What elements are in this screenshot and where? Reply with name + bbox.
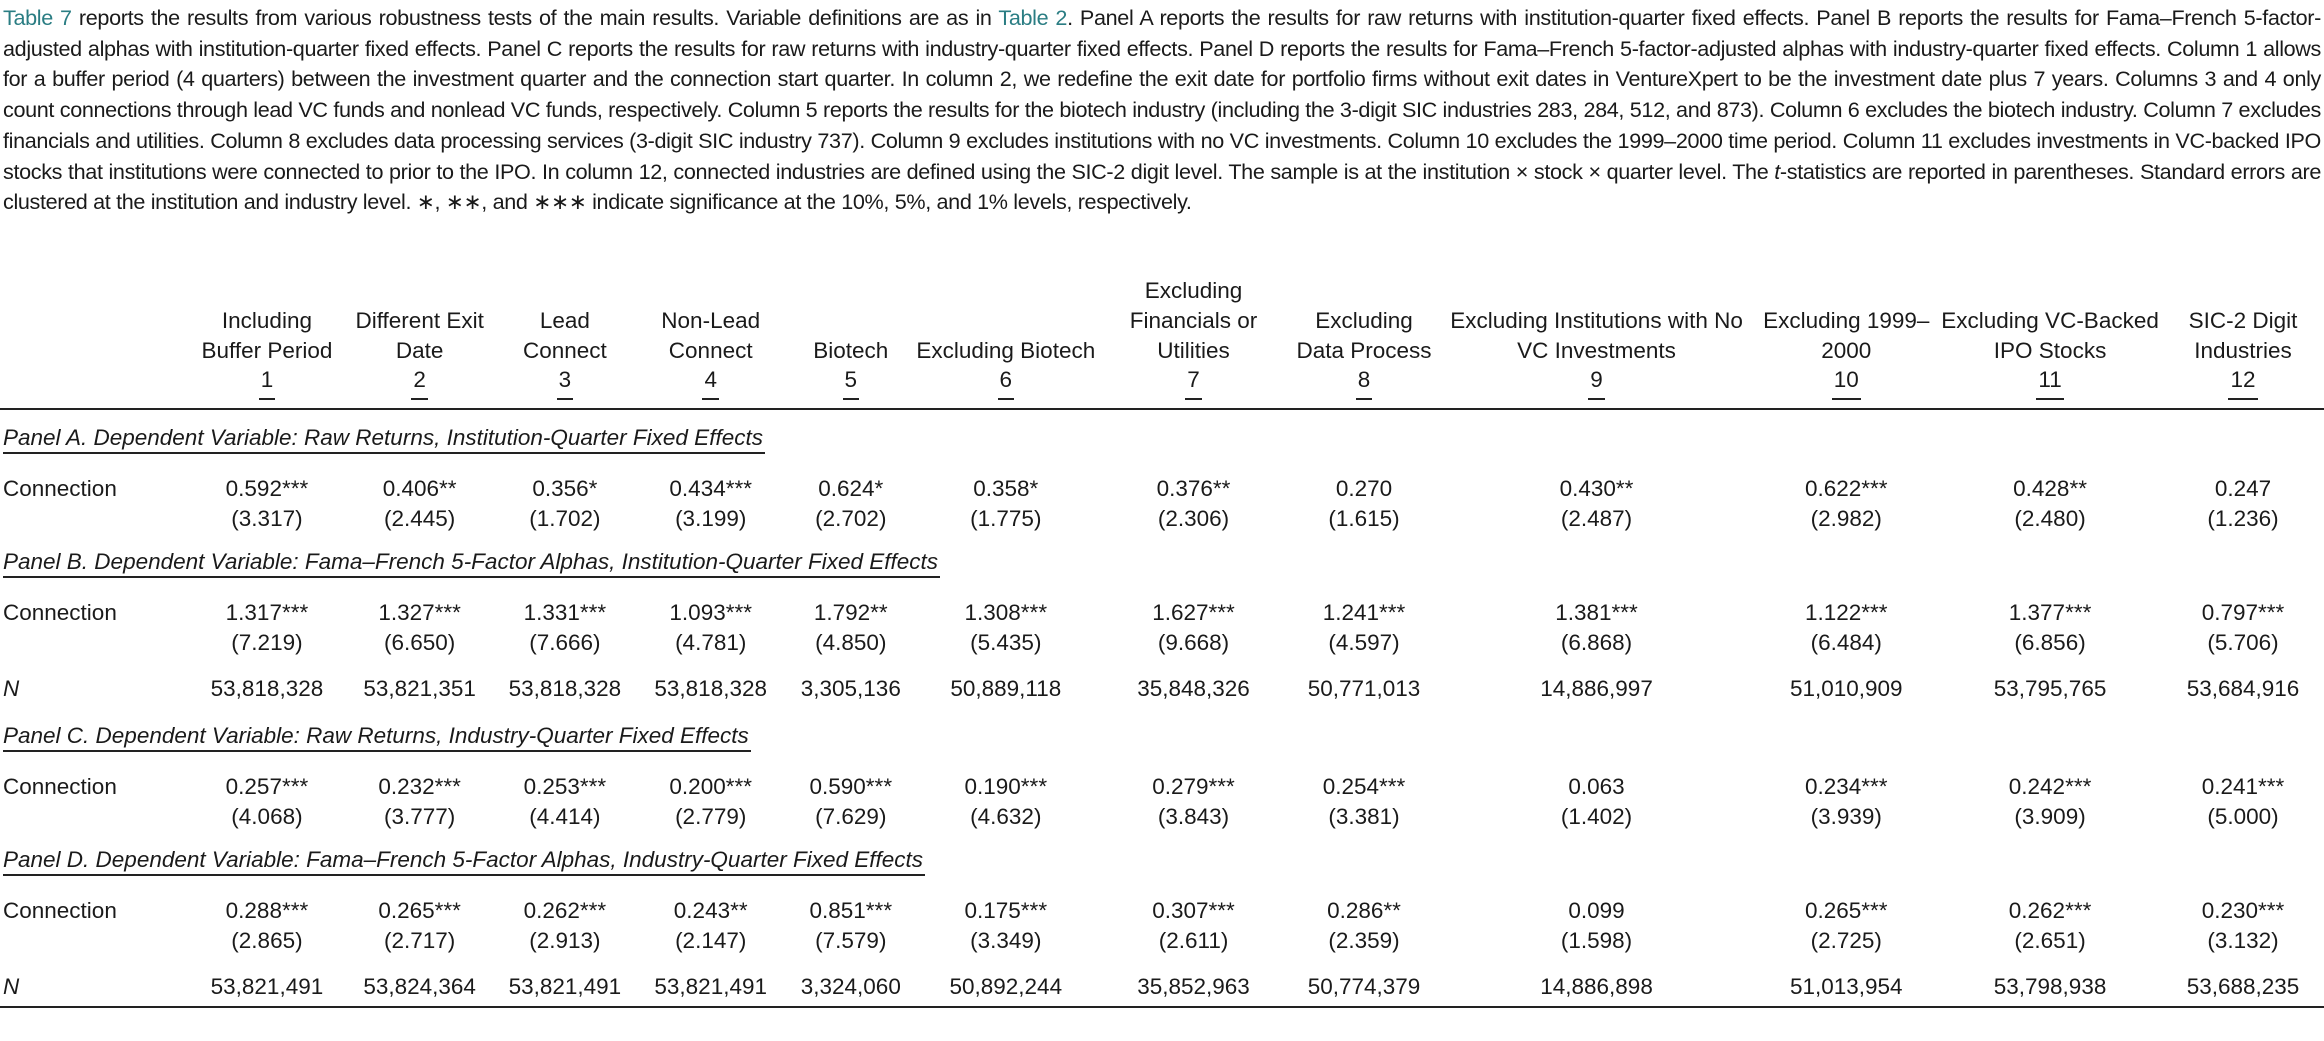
tstat-row [0, 504, 2324, 534]
coefficient-cell: 1.093*** [669, 600, 752, 625]
observations-cell: 50,892,244 [914, 956, 1098, 1007]
coefficient-cell: 0.253*** [523, 774, 607, 799]
panel-title-cell [0, 410, 2324, 464]
column-header-wrap [634, 306, 788, 400]
coefficient-cell: 0.242*** [2008, 774, 2092, 799]
column-header-wrap [496, 306, 634, 400]
coefficient-cell: 0.622*** [1804, 476, 1888, 501]
column-header-2 [343, 276, 496, 400]
column-number: 9 [1588, 366, 1605, 400]
column-header-7 [1098, 276, 1290, 400]
coefficient-cell: 1.377*** [2008, 600, 2092, 625]
column-header-wrap [1289, 306, 1438, 400]
tstat-cell: (3.939) [1810, 804, 1882, 829]
coefficient-row [0, 464, 2324, 504]
tstat-cell: (2.147) [675, 928, 747, 953]
column-label: Excluding Data Process [1296, 308, 1432, 363]
tstat-cell: (3.909) [2014, 804, 2086, 829]
coefficient-cell: 0.257*** [225, 774, 309, 799]
panel-title-row [0, 708, 2324, 762]
tstat-row [0, 926, 2324, 956]
coefficient-cell: 0.254*** [1322, 774, 1406, 799]
tstat-cell: (3.843) [1157, 804, 1230, 829]
panel-title-row [0, 410, 2324, 464]
tstat-label-empty [0, 802, 191, 832]
tstat-cell: (6.484) [1810, 630, 1882, 655]
observations-cell: 53,818,328 [210, 676, 324, 701]
row-label: Connection [3, 476, 117, 501]
row-label: Connection [3, 774, 117, 799]
coefficient-row [0, 762, 2324, 802]
tstat-cell: (1.615) [1328, 506, 1400, 531]
coefficient-cell: 1.792** [813, 600, 888, 625]
column-header-8 [1289, 276, 1438, 400]
panel-title: Panel B. Dependent Variable: Fama–French 5-Factor Alphas, Institution-Quarter Fixed Effects [3, 548, 940, 578]
coefficient-cell: 0.230*** [2201, 898, 2285, 923]
coefficient-cell: 0.241*** [2201, 774, 2285, 799]
panel-title-row [0, 534, 2324, 588]
observations-cell: 14,886,898 [1439, 956, 1755, 1007]
column-header-6 [914, 276, 1098, 400]
panel-title-cell [0, 832, 2324, 886]
coefficient-cell: 0.262*** [523, 898, 607, 923]
tstat-cell: (5.000) [2207, 804, 2279, 829]
tstat-cell: (2.487) [1560, 506, 1633, 531]
coefficient-cell: 0.234*** [1804, 774, 1888, 799]
column-label: Different Exit Date [355, 308, 484, 363]
row-label: Connection [3, 898, 117, 923]
tstat-cell: (1.598) [1560, 928, 1633, 953]
observations-cell: 53,821,491 [634, 956, 788, 1007]
coefficient-cell: 0.592*** [225, 476, 309, 501]
column-label: Excluding Financials or Utilities [1129, 278, 1258, 363]
coefficient-cell: 0.265*** [1804, 898, 1888, 923]
observations-cell: 53,821,351 [363, 676, 476, 701]
tstat-cell: (4.632) [970, 804, 1042, 829]
observations-cell: 50,889,118 [950, 676, 1062, 701]
observations-cell: 53,818,328 [654, 676, 768, 701]
observations-cell: 35,848,326 [1137, 676, 1250, 701]
observations-cell: 50,771,013 [1307, 676, 1421, 701]
coefficient-cell: 0.190*** [964, 774, 1048, 799]
table-ref-link[interactable]: Table 7 [3, 5, 72, 30]
coefficient-cell: 0.376** [1156, 476, 1231, 501]
tstat-cell: (3.349) [970, 928, 1042, 953]
column-header-12 [2162, 276, 2324, 400]
panel-title-row [0, 832, 2324, 886]
tstat-cell: (6.856) [2014, 630, 2086, 655]
observations-row [0, 956, 2324, 1007]
coefficient-cell: 0.288*** [225, 898, 309, 923]
tstat-cell: (6.868) [1560, 630, 1633, 655]
column-label: SIC-2 Digit Industries [2188, 308, 2298, 363]
observations-cell: 51,013,954 [1754, 956, 1938, 1007]
coefficient-cell: 0.851*** [809, 898, 893, 923]
column-header-wrap [1754, 306, 1938, 400]
column-label: Excluding Biotech [916, 338, 1096, 363]
column-number: 10 [1832, 366, 1861, 400]
coefficient-cell: 0.099 [1568, 898, 1625, 923]
panel-title-cell [0, 708, 2324, 762]
tstat-cell: (6.650) [384, 630, 456, 655]
row-label: Connection [3, 600, 117, 625]
tstat-cell: (7.666) [529, 630, 601, 655]
coefficient-cell: 0.434*** [669, 476, 752, 501]
coefficient-cell: 0.624* [818, 476, 884, 501]
column-number: 6 [998, 366, 1015, 400]
coefficient-cell: 0.590*** [809, 774, 893, 799]
observations-cell: 53,684,916 [2186, 676, 2300, 701]
coefficient-cell: 1.241*** [1322, 600, 1406, 625]
column-label: Excluding VC-Backed IPO Stocks [1941, 308, 2159, 363]
tstat-row [0, 802, 2324, 832]
tstat-cell: (3.777) [384, 804, 456, 829]
tstat-cell: (2.445) [384, 506, 456, 531]
tstat-row [0, 628, 2324, 658]
caption-text-3: -statistics are reported in parentheses. Standard errors are clustered at the institution and industry level. ∗, ∗∗, and ∗∗∗ indicate significance at the 10%, 5%, and 1% levels, respectively. [3, 158, 2321, 215]
tstat-cell: (2.717) [384, 928, 456, 953]
tstat-label-empty [0, 628, 191, 658]
observations-cell: 53,821,491 [496, 956, 634, 1007]
column-header-5 [788, 276, 914, 400]
tstat-cell: (2.779) [675, 804, 747, 829]
tstat-cell: (1.402) [1560, 804, 1633, 829]
tstat-cell: (4.068) [231, 804, 303, 829]
tstat-cell: (2.702) [815, 506, 887, 531]
coefficient-cell: 1.331*** [523, 600, 607, 625]
column-number: 12 [2228, 366, 2257, 400]
tstat-cell: (2.480) [2014, 506, 2086, 531]
coefficient-cell: 0.428** [2013, 476, 2087, 501]
tstat-label-empty [0, 504, 191, 534]
header-stub [0, 276, 191, 400]
tstat-cell: (2.913) [529, 928, 601, 953]
coefficient-cell: 0.356* [532, 476, 598, 501]
panel-title: Panel A. Dependent Variable: Raw Returns, Institution-Quarter Fixed Effects [3, 424, 765, 454]
column-header-row [0, 276, 2324, 400]
results-table [0, 276, 2324, 1008]
column-header-wrap [191, 306, 344, 400]
panel-title: Panel D. Dependent Variable: Fama–French 5-Factor Alphas, Industry-Quarter Fixed Effects [3, 846, 925, 876]
panel-title: Panel C. Dependent Variable: Raw Returns, Industry-Quarter Fixed Effects [3, 722, 751, 752]
coefficient-cell: 0.175*** [964, 898, 1048, 923]
tstat-cell: (2.359) [1328, 928, 1400, 953]
column-header-wrap [2162, 306, 2324, 400]
tstat-cell: (4.597) [1328, 630, 1400, 655]
coefficient-cell: 0.200*** [669, 774, 752, 799]
coefficient-cell: 0.358* [973, 476, 1039, 501]
caption-text-1: reports the results from various robustness tests of the main results. Variable definitions are as in [71, 5, 999, 30]
variable-definitions-link[interactable]: Table 2 [998, 5, 1068, 30]
coefficient-cell: 1.308*** [964, 600, 1048, 625]
observations-cell: 53,821,491 [191, 956, 344, 1007]
tstat-cell: (2.306) [1157, 506, 1230, 531]
column-number: 1 [259, 366, 276, 400]
tstat-cell: (7.219) [231, 630, 303, 655]
coefficient-cell: 0.286** [1327, 898, 1401, 923]
coefficient-cell: 0.270 [1335, 476, 1393, 501]
coefficient-cell: 0.279*** [1152, 774, 1235, 799]
column-label: Including Buffer Period [201, 308, 333, 363]
tstat-cell: (3.381) [1328, 804, 1400, 829]
column-label: Excluding Institutions with No VC Investments [1450, 308, 1743, 363]
tstat-cell: (7.579) [815, 928, 887, 953]
tstat-cell: (4.781) [675, 630, 747, 655]
header-spacer [0, 400, 2324, 409]
tstat-cell: (3.317) [231, 506, 303, 531]
column-header-4 [634, 276, 788, 400]
spacer-cell [0, 400, 2324, 409]
column-header-3 [496, 276, 634, 400]
coefficient-cell: 1.627*** [1152, 600, 1235, 625]
column-number: 3 [557, 366, 574, 400]
coefficient-cell: 0.430** [1559, 476, 1634, 501]
column-header-wrap [343, 306, 496, 400]
observations-cell: 53,688,235 [2162, 956, 2324, 1007]
column-header-wrap [1098, 276, 1290, 400]
coefficient-cell: 0.406** [382, 476, 457, 501]
observations-cell: 3,305,136 [800, 676, 901, 701]
tstat-cell: (2.725) [1810, 928, 1882, 953]
observations-label: N [3, 676, 20, 701]
observations-cell: 3,324,060 [788, 956, 914, 1007]
column-number: 2 [411, 366, 428, 400]
tstat-cell: (5.435) [970, 630, 1042, 655]
column-header-10 [1754, 276, 1938, 400]
caption-text-2: . Panel A reports the results for raw returns with institution-quarter fixed effects. Panel B reports the results for Fama–French 5-factor-adjusted alphas with institution-quarter fixed effects. Panel C reports the results for raw returns with industry-quarter fixed effects. Panel D reports the results for Fama–French 5-factor-adjusted alphas with industry-quarter fixed effects. Column 1 allows for a buffer period (4 quarters) between the investment quarter and the connection start quarter. In column 2, we redefine the exit date for portfolio firms without exit dates in VentureXpert to be the investment date plus 7 years. Columns 3 and 4 only count connections through lead VC funds and nonlead VC funds, respectively. Column 5 reports the results for the biotech industry (including the 3-digit SIC industries 283, 284, 512, and 873). Column 6 excludes the biotech industry. Column 7 excludes financials and utilities. Column 8 excludes data processing services (3-digit SIC industry 737). Column 9 excludes institutions with no VC investments. Column 10 excludes the 1999–2000 time period. Column 11 excludes investments in VC-backed IPO stocks that institutions were connected to prior to the IPO. In column 12, connected industries are defined using the SIC-2 digit level. The sample is at the institution × stock × quarter level. The [3, 5, 2321, 184]
tstat-cell: (9.668) [1157, 630, 1230, 655]
coefficient-cell: 1.381*** [1555, 600, 1638, 625]
coefficient-cell: 0.265*** [378, 898, 461, 923]
coefficient-cell: 0.232*** [378, 774, 461, 799]
coefficient-cell: 0.243** [673, 898, 748, 923]
tstat-cell: (1.702) [529, 506, 601, 531]
column-number: 7 [1185, 366, 1202, 400]
column-header-wrap [914, 336, 1098, 400]
panel-title-cell [0, 534, 2324, 588]
caption-t-italic: t [1774, 158, 1780, 184]
column-label: Lead Connect [522, 308, 607, 363]
coefficient-cell: 1.327*** [378, 600, 461, 625]
tstat-cell: (5.706) [2207, 630, 2279, 655]
coefficient-row [0, 886, 2324, 926]
coefficient-cell: 0.262*** [2008, 898, 2092, 923]
coefficient-cell: 0.247 [2214, 476, 2272, 501]
coefficient-cell: 1.317*** [225, 600, 309, 625]
coefficient-cell: 0.797*** [2201, 600, 2285, 625]
column-number: 8 [1356, 366, 1373, 400]
coefficient-cell: 0.307*** [1152, 898, 1235, 923]
tstat-cell: (1.775) [970, 506, 1042, 531]
observations-cell: 50,774,379 [1289, 956, 1438, 1007]
observations-cell: 53,824,364 [343, 956, 496, 1007]
tstat-cell: (7.629) [815, 804, 887, 829]
observations-cell: 53,818,328 [508, 676, 622, 701]
observations-cell: 35,852,963 [1098, 956, 1290, 1007]
column-header-wrap [788, 336, 914, 400]
observations-row [0, 658, 2324, 708]
column-label: Non-Lead Connect [661, 308, 761, 363]
tstat-cell: (3.132) [2207, 928, 2279, 953]
column-header-1 [191, 276, 344, 400]
observations-cell: 53,798,938 [1938, 956, 2162, 1007]
column-header-wrap [1938, 306, 2162, 400]
tstat-cell: (2.611) [1158, 928, 1229, 953]
observations-cell: 53,795,765 [1993, 676, 2107, 701]
observations-cell: 51,010,909 [1789, 676, 1903, 701]
coefficient-cell: 1.122*** [1804, 600, 1888, 625]
tstat-cell: (4.414) [529, 804, 601, 829]
column-number: 5 [843, 366, 860, 400]
column-header-9 [1439, 276, 1755, 400]
table-caption [3, 3, 2321, 218]
column-number: 4 [702, 366, 719, 400]
observations-label: N [0, 956, 191, 1007]
column-header-11 [1938, 276, 2162, 400]
column-number: 11 [2036, 366, 2063, 400]
observations-cell: 14,886,997 [1540, 676, 1653, 701]
column-label: Biotech [813, 338, 889, 363]
column-label: Excluding 1999–2000 [1763, 308, 1930, 363]
tstat-cell: (2.651) [2014, 928, 2086, 953]
tstat-cell: (2.982) [1810, 506, 1882, 531]
tstat-cell: (4.850) [815, 630, 887, 655]
tstat-label-empty [0, 926, 191, 956]
coefficient-row [0, 588, 2324, 628]
column-header-wrap [1439, 306, 1755, 400]
tstat-cell: (2.865) [231, 928, 303, 953]
coefficient-cell: 0.063 [1568, 774, 1625, 799]
tstat-cell: (1.236) [2207, 506, 2279, 531]
tstat-cell: (3.199) [675, 506, 747, 531]
